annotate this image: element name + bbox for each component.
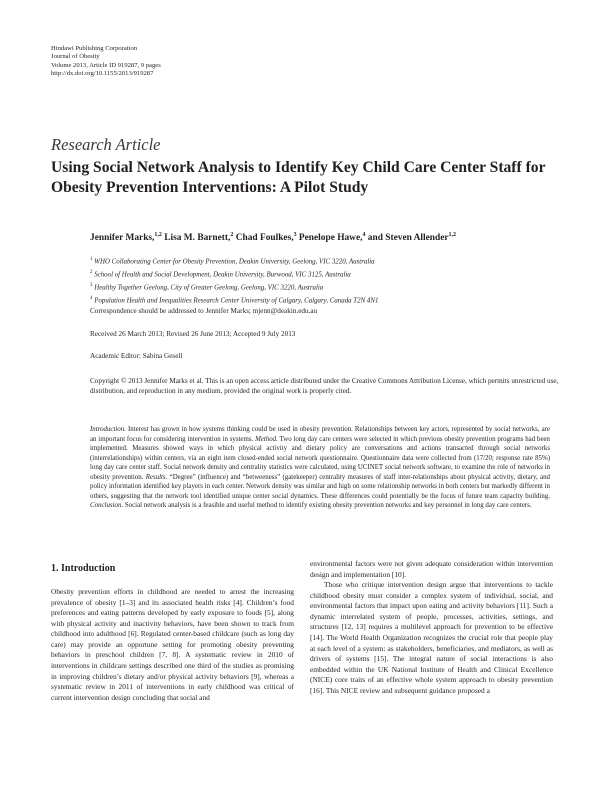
- affiliation-item: [90, 268, 570, 281]
- publisher-name: Hindawi Publishing Corporation: [51, 45, 138, 52]
- author-list: [90, 232, 570, 243]
- copyright-notice: Copyright © 2013 Jennifer Marks et al. This is an open access article distributed under the Creative Commons Attribution License, which permits unrestricted use, distribution, and reproduction in any medium, provided the original work is properly cited.: [90, 377, 559, 395]
- author-name: and Steven Allender: [365, 233, 449, 244]
- affiliation-text: Healthy Together Geelong, City of Greater Geelong, Geelong, VIC 3220, Australia: [94, 284, 324, 292]
- dates-line: Received 26 March 2013; Revised 26 June 2013; Accepted 9 July 2013: [90, 330, 296, 338]
- editor-line: Academic Editor: Sabina Gesell: [90, 352, 183, 360]
- author-affil-sup: 4: [362, 232, 366, 238]
- volume-info: Volume 2013, Article ID 919287, 9 pages: [51, 61, 161, 69]
- section-heading: 1. Introduction: [51, 563, 116, 574]
- author-name: Penelope Hawe,: [296, 233, 363, 244]
- paragraph: environmental factors were not given adequate consideration within intervention design and implementation [10].: [310, 559, 553, 579]
- paragraph: Those who critique intervention design argue that interventions to tackle childhood obesity must consider a complex system of individual, social, and environmental factors that impact upon eating and activity behaviors [11]. Such a dynamic interrelated system of people, processes, activities, settings, and structures [12, 13] requires a multilevel approach for prevention to be effective [14]. The World Health Organization recognizes the crucial role that people play at each level of a system: as stakeholders, beneficiaries, and mediators, as well as drivers of systems [15]. The integral nature of social interactions is also embedded within the UK National Institute of Health and Clinical Excellence (NICE) core traits of an effective whole system approach to obesity prevention [16]. This NICE review and subsequent guidance proposed a: [310, 580, 553, 695]
- author-name: Lisa M. Barnett,: [161, 233, 231, 244]
- affiliation-text: Population Health and Inequalities Research Center University of Calgary, Calgary, Canada T2N 4N1: [94, 296, 379, 304]
- abstract-method: Two long day care centers were selected in which previous obesity prevention programs had been implemented. Measures showed ways in which physical activity and dietary policy are conversations and actions transacted through social networks (interrelationships) within centers, via an eight item closed-ended social network questionnaire. Questionnaire data were collected from (17/20; response rate 85%) long day care center staff. Social network density and centrality statistics were calculated, using UCINET social network software, to examine the role of networks in obesity prevention.: [90, 435, 551, 481]
- abstract-results-label: Results.: [145, 473, 168, 481]
- affiliation-item: [90, 294, 570, 307]
- author-affil-sup: 1,2: [448, 232, 457, 238]
- publisher-header: [51, 45, 161, 79]
- doi-link[interactable]: http://dx.doi.org/10.1155/2013/919287: [51, 70, 154, 78]
- article-title: Using Social Network Analysis to Identify Key Child Care Center Staff for Obesity Prevention Interventions: A Pilot Study: [51, 159, 546, 196]
- affiliation-number: 1: [90, 257, 93, 262]
- correspondence-line: Correspondence should be addressed to Jennifer Marks; mjenn@deakin.edu.au: [90, 307, 318, 315]
- affiliation-item: [90, 255, 570, 268]
- abstract-intro: Interest has grown in how systems thinking could be used in obesity prevention. Relationships between key actors, represented by social networks, are an important focus for considering intervention in systems.: [90, 426, 550, 443]
- affiliation-text: WHO Collaborating Center for Obesity Prevention, Deakin University, Geelong, VIC 3220, Australia: [94, 258, 375, 266]
- abstract-results: “Degree” (influence) and “betweeness” (gatekeeper) centrality measures of staff inter-relationships about physical activity, dietary, and policy information identified key players in each center. Network density was similar and high on some relationship networks in both centers but markedly different in others, suggesting that the network tool identified unique center social dynamics. These differences could potentially be the focus of future team capacity building.: [90, 473, 550, 500]
- affiliation-list: [90, 255, 570, 307]
- author-affil-sup: 2: [230, 232, 234, 238]
- body-column-right: [310, 559, 553, 697]
- journal-name: Journal of Obesity: [51, 53, 100, 61]
- article-type: Research Article: [51, 135, 161, 154]
- abstract-intro-label: Introduction.: [90, 426, 126, 433]
- author-name: Chad Foulkes,: [233, 233, 294, 244]
- affiliation-number: 2: [90, 269, 93, 275]
- affiliation-number: 4: [90, 295, 93, 301]
- abstract-conclusion: Social network analysis is a feasible and useful method to identify existing obesity prevention networks and key personnel in long day care centers.: [123, 502, 532, 510]
- author-affil-sup: 1,2: [154, 232, 162, 238]
- abstract-method-label: Method.: [255, 435, 278, 443]
- abstract-conclusion-label: Conclusion.: [90, 502, 124, 510]
- body-column-left: [51, 587, 294, 703]
- author-affil-sup: 3: [293, 232, 297, 238]
- author-name: Jennifer Marks,: [90, 233, 155, 244]
- affiliation-number: 3: [90, 282, 93, 288]
- paragraph: Obesity prevention efforts in childhood are needed to arrest the increasing prevalence of obesity [1–3] and its associated health risks [4]. Children’s food preferences and eating patterns developed by early exposure to foods [5], along with physical activity and inactivity behaviors, have been shown to track from childhood into adulthood [6]. Regulated center-based childcare (such as long day care) may provide an opportune setting for promoting obesity preventing behaviors in preschool children [7, 8]. A systematic review in 2010 of interventions in childcare settings described one third of the studies as promising in improving children’s dietary and/or physical activity behaviors [9], whereas a systematic review in 2011 of interventions in early childhood was critical of current intervention design concluding that social and: [51, 587, 294, 702]
- affiliation-text: School of Health and Social Development, Deakin University, Burwood, VIC 3125, Australia: [94, 271, 351, 279]
- affiliation-item: [90, 281, 570, 294]
- abstract: [90, 425, 550, 511]
